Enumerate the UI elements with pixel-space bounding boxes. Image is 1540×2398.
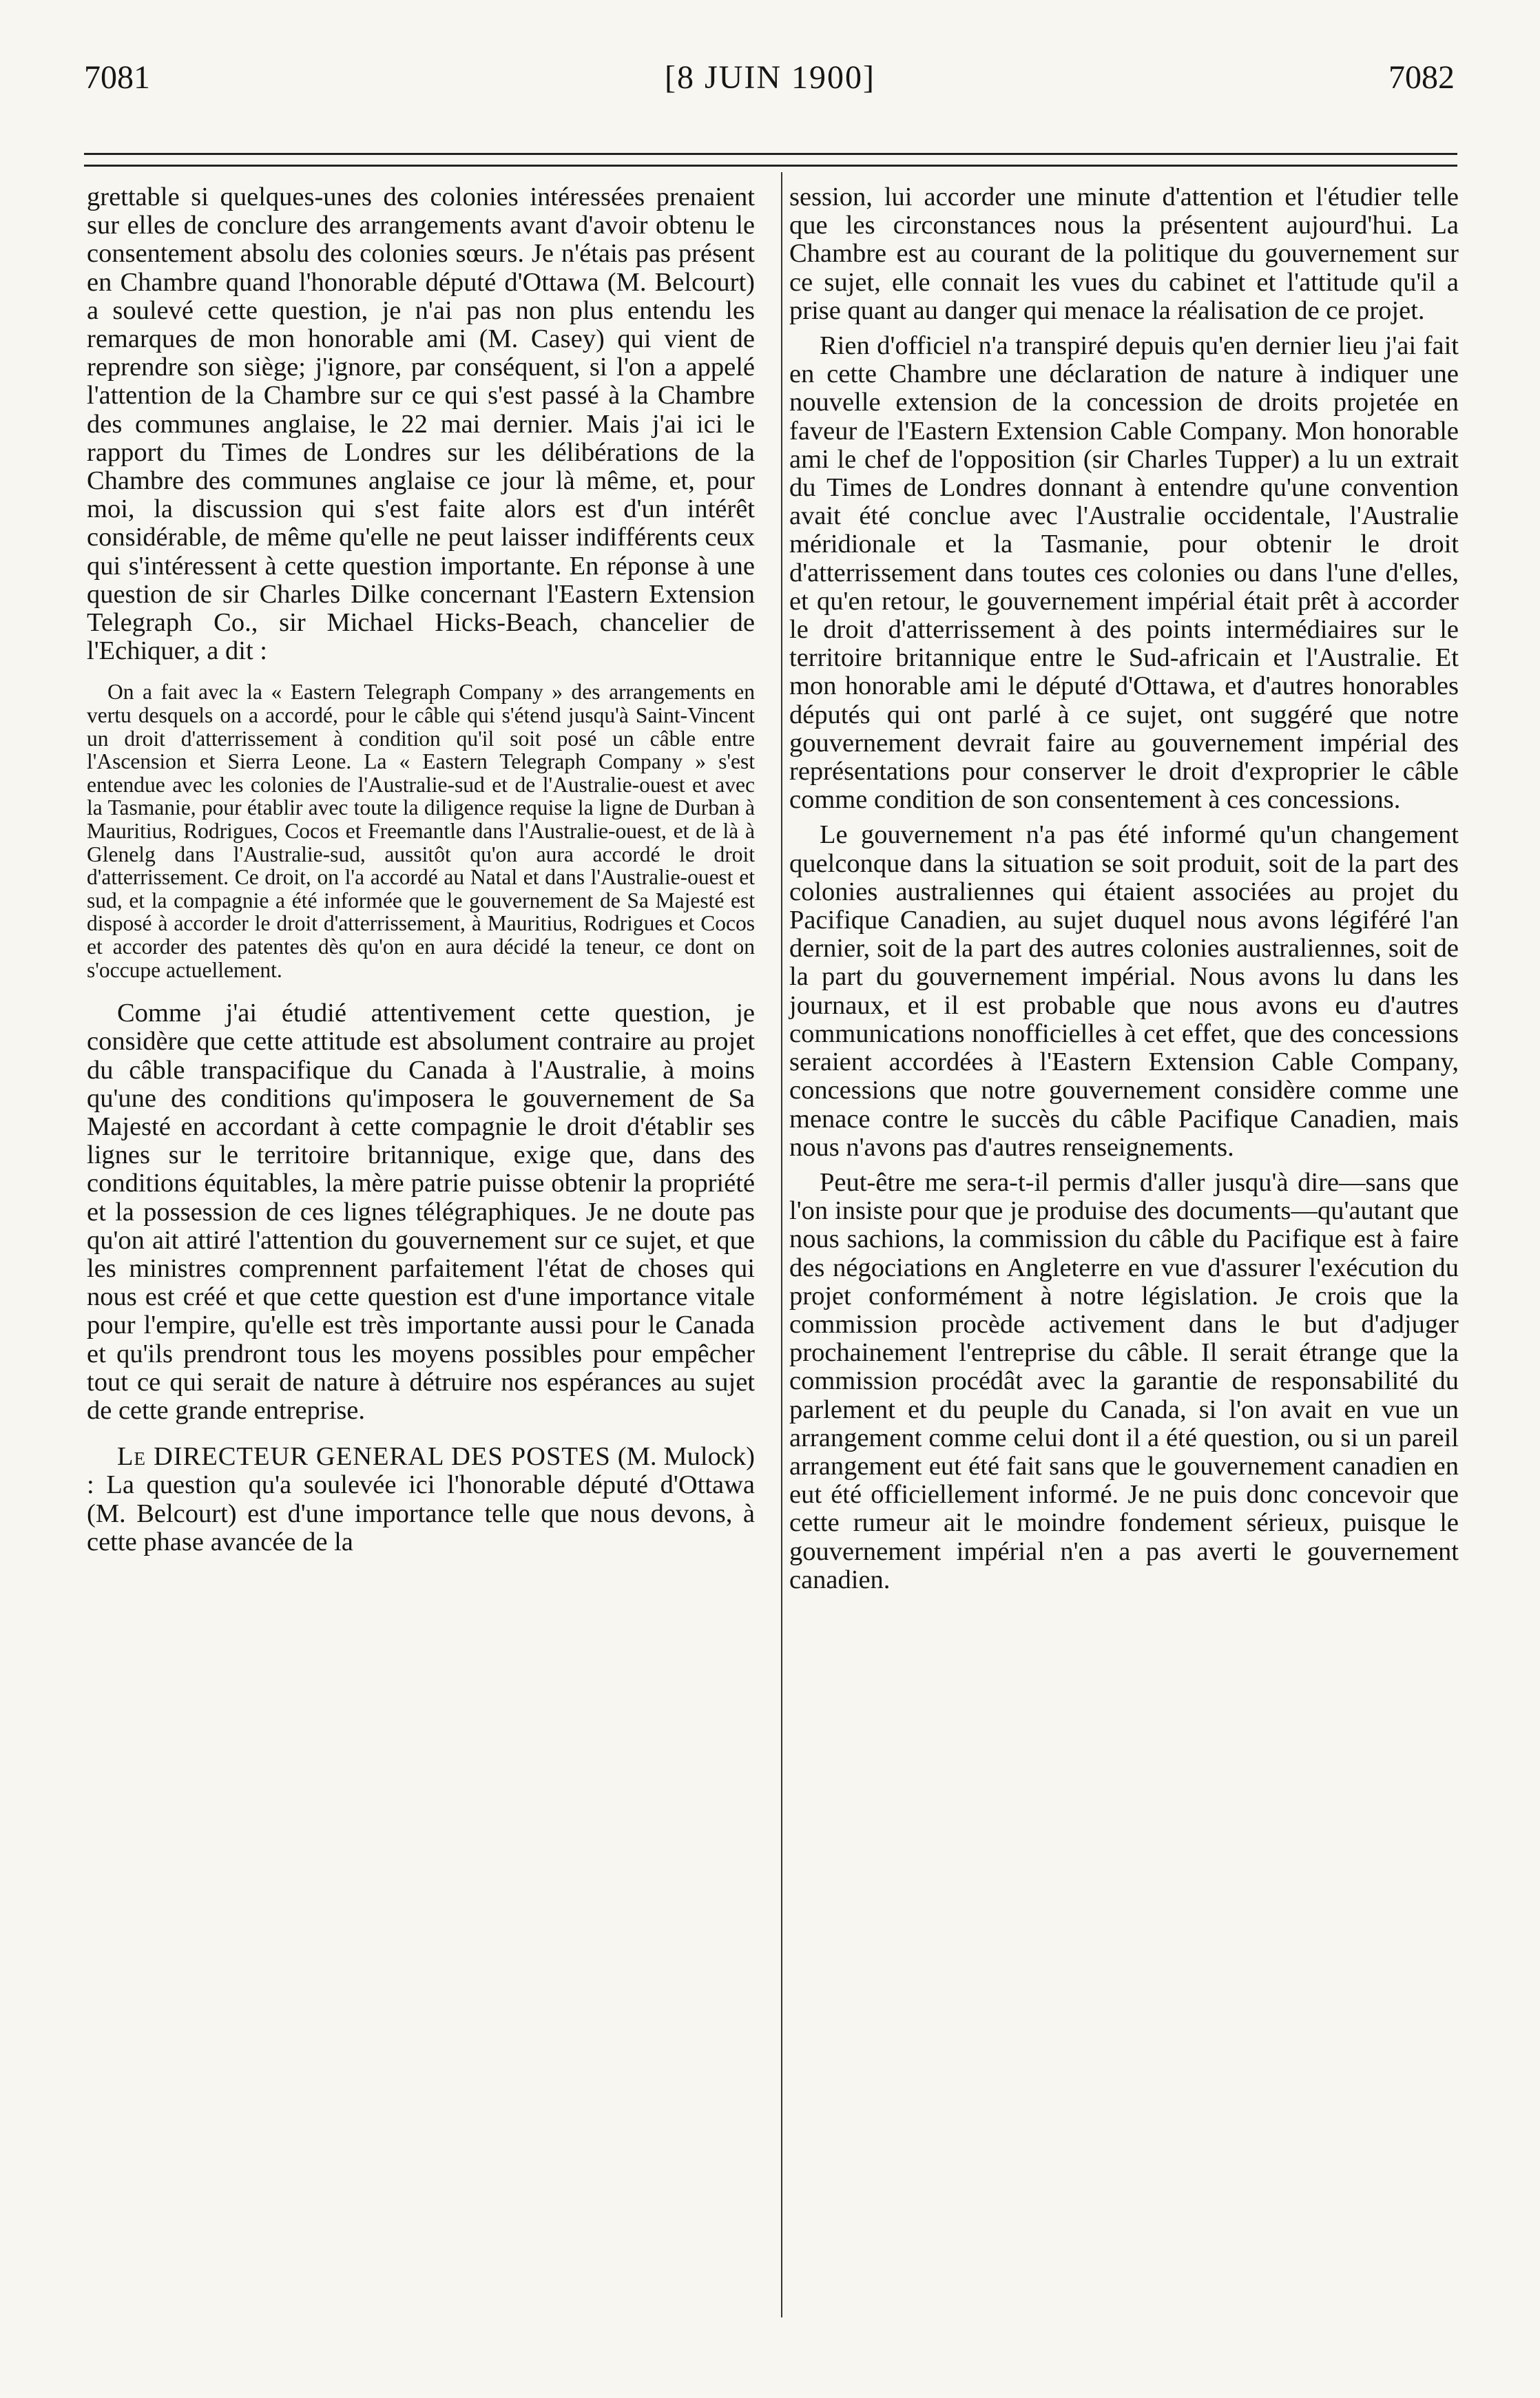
paragraph: Comme j'ai étudié attentivement cette question, je considère que cette attitude est absolument contraire au projet du câble transpacifique du Canada à l'Australie, à moins qu'une des conditions qu'imposera le gouvernement de Sa Majesté en accordant à cette compagnie le droit d'établir ses lignes sur le territoire britannique, exige que, dans des conditions équitables, la mère patrie puisse obtenir la propriété et la possession de ces lignes télégraphiques. Je ne doute pas qu'on ait attiré l'attention du gouvernement sur ce sujet, et que les ministres comprennent parfaitement l'état de choses qui nous est créé et que cette question est d'une importance vitale pour l'empire, qu'elle est très importante aussi pour le Canada et qu'ils prendront tous les moyens possibles pour empêcher tout ce qui serait de nature à détruire nos espérances au sujet de cette grande entreprise. [87,999,755,1426]
left-column [87,183,755,1563]
speaker-name: Le DIRECTEUR GENERAL DES POSTES [117,1442,611,1472]
right-column [789,183,1459,1601]
speaker-text: (M. Mulock) : La question qu'a soulevée ici l'honorable député d'Ottawa (M. Belcourt) est d'une importance telle que nous devons, à cette phase avancée de la [87,1442,755,1556]
paragraph: Le gouvernement n'a pas été informé qu'un changement quelconque dans la situation se soit produit, soit de la part des colonies australiennes qui étaient associées au projet du Pacifique Canadien, au sujet duquel nous avons légiféré l'an dernier, soit de la part des autres colonies australiennes, soit de la part du gouvernement impérial. Nous avons lu dans les journaux, et il est probable que nous avons eu d'autres communications nonofficielles à cet effet, que des concessions seraient accordées à l'Eastern Extension Cable Company, concessions que notre gouvernement considère comme une menace contre le succès du câble Pacifique Canadien, mais nous n'avons pas d'autres renseignements. [789,820,1459,1162]
page-number-right: 7082 [1388,59,1455,96]
page-number-left: 7081 [84,59,150,96]
paragraph: session, lui accorder une minute d'attention et l'étudier telle que les circonstances nous la présentent aujourd'hui. La Chambre est au courant de la politique du gouvernement sur ce sujet, elle connait les vues du cabinet et l'attitude qu'il a prise quant au danger qui menace la réalisation de ce projet. [789,183,1459,325]
page-date: [8 JUIN 1900] [665,59,875,96]
paragraph: grettable si quelques-unes des colonies intéressées prenaient sur elles de conclure des arrangements avant d'avoir obtenu le consentement absolu des colonies sœurs. Je n'étais pas présent en Chambre quand l'honorable député d'Ottawa (M. Belcourt) a soulevé cette question, je n'ai pas non plus entendu les remarques de mon honorable ami (M. Casey) qui vient de reprendre son siège; j'ignore, par conséquent, si l'on a appelé l'attention de la Chambre sur ce qui s'est passé à la Chambre des communes anglaise, le 22 mai dernier. Mais j'ai ici le rapport du Times de Londres sur les délibérations de la Chambre des communes anglaise ce jour là même, et, pour moi, la discussion qui s'est faite alors est d'un intérêt considérable, de même qu'elle ne peut laisser indifférents ceux qui s'intéressent à cette question importante. En réponse à une question de sir Charles Dilke concernant l'Eastern Extension Telegraph Co., sir Michael Hicks-Beach, chancelier de l'Echiquer, a dit : [87,183,755,666]
block-quote: On a fait avec la « Eastern Telegraph Company » des arrangements en vertu desquels on a accordé, pour le câble qui s'étend jusqu'à Saint-Vincent un droit d'atterrissement à condition qu'il soit posé un câble entre l'Ascension et Sierra Leone. La « Eastern Telegraph Company » s'est entendue avec les colonies de l'Australie-sud et de l'Australie-ouest et avec la Tasmanie, pour établir avec toute la diligence requise la ligne de Durban à Mauritius, Rodrigues, Cocos et Freemantle dans l'Australie-ouest, et de là à Glenelg dans l'Australie-sud, aussitôt qu'on aura accordé le droit d'atterrissement. Ce droit, on l'a accordé au Natal et dans l'Australie-ouest et sud, et la compagnie a été informée que le gouvernement de Sa Majesté est disposé à accorder le droit d'atterrissement, à Mauritius, Rodrigues et Cocos et accorder des patentes dès qu'on en aura décidé la teneur, ce dont on s'occupe actuellement. [87,680,755,982]
paragraph: Peut-être me sera-t-il permis d'aller jusqu'à dire—sans que l'on insiste pour que je produise des documents—qu'autant que nous sachions, la commission du câble du Pacifique est à faire des négociations en Angleterre en vue d'assurer l'exécution du projet conformément à notre législation. Je crois que la commission procède activement dans le but d'adjuger prochainement l'entreprise du câble. Il serait étrange que la commission procédât avec la garantie de responsabilité du parlement et du peuple du Canada, si l'on avait en vue un arrangement comme celui dont il a été question, ou si un pareil arrangement eut été fait sans que le gouvernement canadien en eut été officiellement informé. Je ne puis donc concevoir que cette rumeur ait le moindre fondement sérieux, puisque le gouvernement impérial n'en a pas averti le gouvernement canadien. [789,1167,1459,1594]
column-divider [781,172,782,2317]
header-double-rule [84,153,1457,167]
page-header [0,40,1540,116]
speaker-paragraph [87,1443,755,1556]
paragraph: Rien d'officiel n'a transpiré depuis qu'en dernier lieu j'ai fait en cette Chambre une déclaration de nature à indiquer une nouvelle extension de la concession de droits projetée en faveur de l'Eastern Extension Cable Company. Mon honorable ami le chef de l'opposition (sir Charles Tupper) a lu un extrait du Times de Londres donnant à entendre qu'une convention avait été conclue avec l'Australie occidentale, l'Australie méridionale et la Tasmanie, pour obtenir le droit d'atterrissement dans toutes ces colonies ou dans l'une d'elles, et qu'en retour, le gouvernement impérial était prêt à accorder le droit d'atterrissement à des points intermédiaires sur le territoire britannique entre le Sud-africain et l'Australie. Et mon honorable ami le député d'Ottawa, et d'autres honorables députés qui ont parlé à ce sujet, ont suggéré que notre gouvernement devrait faire au gouvernement impérial des représentations pour conserver le droit d'exproprier le câble comme condition de son consentement à ces concessions. [789,331,1459,815]
